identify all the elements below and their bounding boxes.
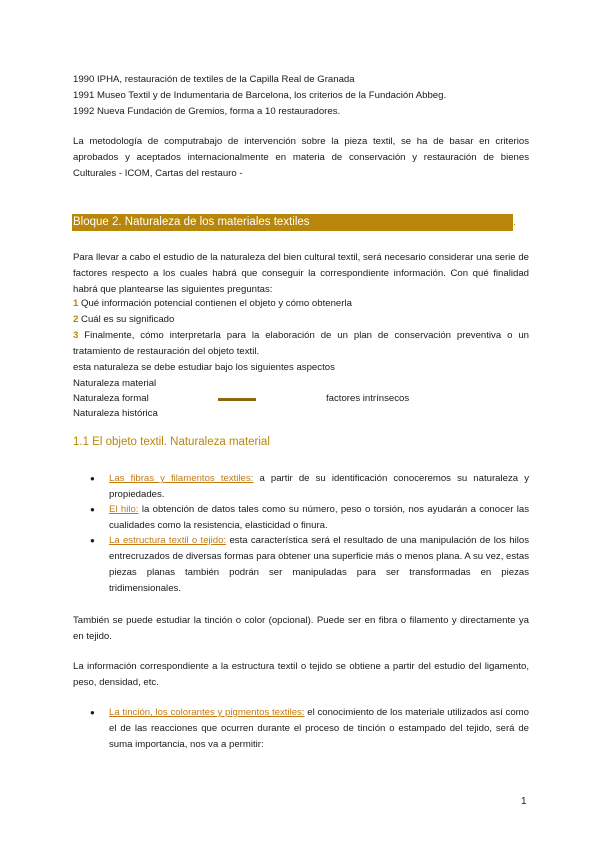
bullet-hilo: [109, 502, 529, 534]
bullet-dot: ●: [90, 536, 95, 545]
block-heading: [72, 214, 516, 231]
link-estructura[interactable]: La estructura textil o tejido:: [109, 535, 227, 546]
aspect-formal: Naturaleza formal: [73, 393, 149, 404]
question-1: [73, 298, 352, 310]
question-number: 1: [73, 298, 79, 309]
aspect-historica: Naturaleza histórica: [73, 408, 158, 419]
bullet-tincion: [109, 705, 529, 753]
link-fibras[interactable]: Las fibras y filamentos textiles:: [109, 473, 254, 484]
question-text: Qué información potencial contienen el objeto y cómo obtenerla: [78, 298, 352, 309]
question-text: Cuál es su significado: [78, 314, 175, 325]
bullet-dot: ●: [90, 505, 95, 514]
estructura-paragraph: La información correspondiente a la estructura textil o tejido se obtiene a partir del estudio del ligamento, peso, densidad, etc.: [73, 661, 529, 688]
aspects-intro: esta naturaleza se debe estudiar bajo los siguientes aspectos: [73, 362, 335, 373]
block-heading-dot: .: [512, 216, 516, 228]
bullet-text: la obtención de datos tales como su número, peso o torsión, nos ayudarán a conocer las cualidades como la resistencia, elasticidad o finura.: [109, 504, 530, 531]
history-line-1990: 1990 IPHA, restauración de textiles de la Capilla Real de Granada: [73, 74, 355, 85]
page-number: 1: [521, 796, 527, 807]
question-number: 2: [73, 314, 79, 325]
bullet-estructura: [109, 533, 529, 597]
link-hilo[interactable]: El hilo:: [109, 504, 139, 515]
section-heading: 1.1 El objeto textil. Naturaleza material: [73, 436, 270, 448]
history-line-1992: 1992 Nueva Fundación de Gremios, forma a 10 restauradores.: [73, 106, 341, 117]
history-line-1991: 1991 Museo Textil y de Indumentaria de Barcelona, los criterios de la Fundación Abbeg.: [73, 90, 447, 101]
block-heading-text: Bloque 2. Naturaleza de los materiales textiles: [73, 216, 310, 228]
bullet-text: el conocimiento de los materiale utilizados así como el de las reacciones que ocurren durante el proceso de tinción o estampado del tejido, será de suma importancia, nos va a permitir:: [109, 707, 529, 750]
aspect-material: Naturaleza material: [73, 378, 157, 389]
bullet-fibras: [109, 471, 529, 503]
factors-label: factores intrínsecos: [326, 393, 410, 404]
bullet-text: esta característica será el resultado de una manipulación de los hilos entrecruzados de diversas formas para obtener una superficie más o menos plana. A su vez, estas piezas planas también podrán ser manipuladas para ser transformadas en piezas tridimensionales.: [109, 535, 529, 594]
link-tincion[interactable]: La tinción, los colorantes y pigmentos textiles:: [109, 707, 305, 718]
arrow-connector: [218, 398, 256, 401]
intro-paragraph: Para llevar a cabo el estudio de la naturaleza del bien cultural textil, será necesario considerar una serie de factores respecto a los cuales habrá que conseguir la correspondiente información. Con qué finalidad habrá que plantearse las siguientes preguntas:: [73, 252, 529, 295]
bullet-dot: ●: [90, 708, 95, 717]
question-2: [73, 314, 174, 326]
question-number: 3: [73, 330, 79, 341]
methodology-paragraph: La metodología de computrabajo de intervención sobre la pieza textil, se ha de basar en criterios aprobados y aceptados internacionalmente en materia de conservación y restauración de bienes Culturales - ICOM, Cartas del restauro -: [73, 136, 529, 179]
tincion-paragraph: También se puede estudiar la tinción o color (opcional). Puede ser en fibra o filamento y directamente ya en tejido.: [73, 615, 529, 642]
question-text: Finalmente, cómo interpretarla para la elaboración de un plan de conservación preventiva o un tratamiento de restauración del objeto textil.: [73, 330, 529, 357]
bullet-text: a partir de su identificación conoceremos su naturaleza y propiedades.: [109, 473, 529, 500]
question-3: [73, 328, 529, 360]
bullet-dot: ●: [90, 474, 95, 483]
